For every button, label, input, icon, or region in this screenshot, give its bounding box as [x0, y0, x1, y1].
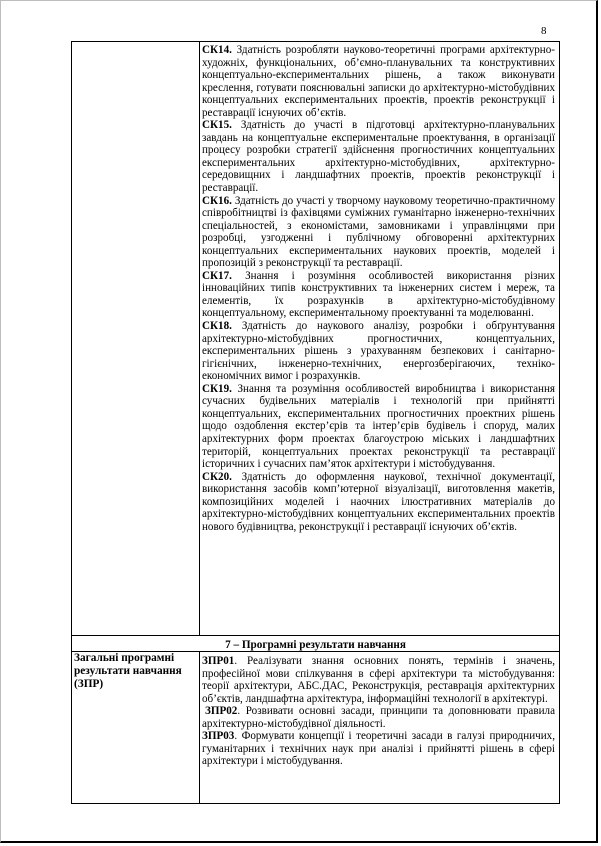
- table-left-border: [71, 41, 72, 804]
- competency-sk17: СК17. Знання і розуміння особливостей використання різних інноваційних типів конструктивних та інженерних систем і мереж, та елементів, їх розрахунків в архітектурно-містобудівному концептуальному, експериментальному проектуванні та моделюванні.: [202, 269, 555, 320]
- table-right-border: [559, 41, 560, 804]
- table-top-border: [71, 41, 560, 42]
- page-number: 8: [541, 25, 547, 37]
- result-zpr01: ЗПР01. Реалізувати знання основних понять, термінів і значень, професійної мови спілкування в сфері архітектури та містобудування: теорії архітектури, АБС.ДАС, Реконструкція, реставрація архітектурних об’єктів, ландшафтна архітектура, інформаційні технології в архітектурі.: [202, 655, 555, 705]
- competency-sk18: СК18. Здатність до наукового аналізу, розробки і обґрунтування архітектурно-містобудівних прогностичних, концептуальних, експериментальних рішень з урахуванням безпекових і санітарно-гігієнічних, інженерно-технічних, енергозберігаючих, техніко-економічних вимог і розрахунків.: [202, 320, 555, 383]
- results-cell: [202, 655, 555, 768]
- section-heading: 7 – Програмні результати навчання: [225, 639, 406, 651]
- table-bottom-border: [71, 803, 560, 804]
- competency-sk20: СК20. Здатність до оформлення наукової, технічної документації, використання засобів комп’ютерної візуалізації, виготовлення макетів, композиційних моделей і наочних ілюстративних матеріалів до архітектурно-містобудівних концептуальних експериментальних проектів нового будівництва, реконструкції і реставрації існуючих об’єктів.: [202, 470, 555, 533]
- table-row-divider: [71, 635, 560, 636]
- competency-sk14: СК14. Здатність розробляти науково-теоретичні програми архітектурно-художніх, функціональних, об’ємно-планувальних та конструктивних концептуально-експериментальних рішень, а також виконувати креслення, готувати пояснювальні записки до архітектурно-містобудівних концептуальних експериментальних проектів, проектів реконструкції і реставрації існуючих об’єктів.: [202, 44, 555, 119]
- competencies-cell: [202, 44, 555, 533]
- table-column-divider-lower: [199, 651, 200, 804]
- competency-sk16: СК16. Здатність до участі у творчому науковому теоретично-практичному співробітництві із фахівцями суміжних гуманітарно інженерно-технічних спеціальностей, з економістами, замовниками і управлінцями при розробці, узгодженні і публічному обговоренні архітектурних концептуальних експериментальних наукових проектів, моделей і пропозицій з реконструкції та реставрації.: [202, 194, 555, 270]
- competency-sk15: СК15. Здатність до участі в підготовці архітектурно-планувальних завдань на концептуальне експериментальне проектування, в організації процесу розробки стратегії здійснення прогностичних концептуальних експериментальних архітектурно-містобудівних, архітектурно-середовищних і ландшафтних проектів, проектів реконструкції і реставрації.: [202, 119, 555, 195]
- result-zpr02: ЗПР02. Розвивати основні засади, принципи та доповнювати правила архітектурно-містобудівної діяльності.: [202, 705, 555, 730]
- general-results-label: Загальні програмні результати навчання (ЗПР): [74, 652, 182, 690]
- table-column-divider: [199, 41, 200, 636]
- competency-sk19: СК19. Знання та розуміння особливостей виробництва і використання сучасних будівельних матеріалів і технологій при прийнятті концептуальних, експериментальних прогностичних проектних рішень щодо оздоблення екстер’єрів та інтер’єрів будівель і споруд, малих архітектурних форм проектах благоустрою міських і ландшафтних територій, концептуальних проектах реконструкції та реставрації історичних і сучасних пам’яток архітектури і містобудування.: [202, 382, 555, 471]
- result-zpr03: ЗПР03. Формувати концепції і теоретичні засади в галузі природничих, гуманітарних і технічних наук при аналізі і прийнятті рішень в сфері архітектури і містобудування.: [202, 730, 555, 768]
